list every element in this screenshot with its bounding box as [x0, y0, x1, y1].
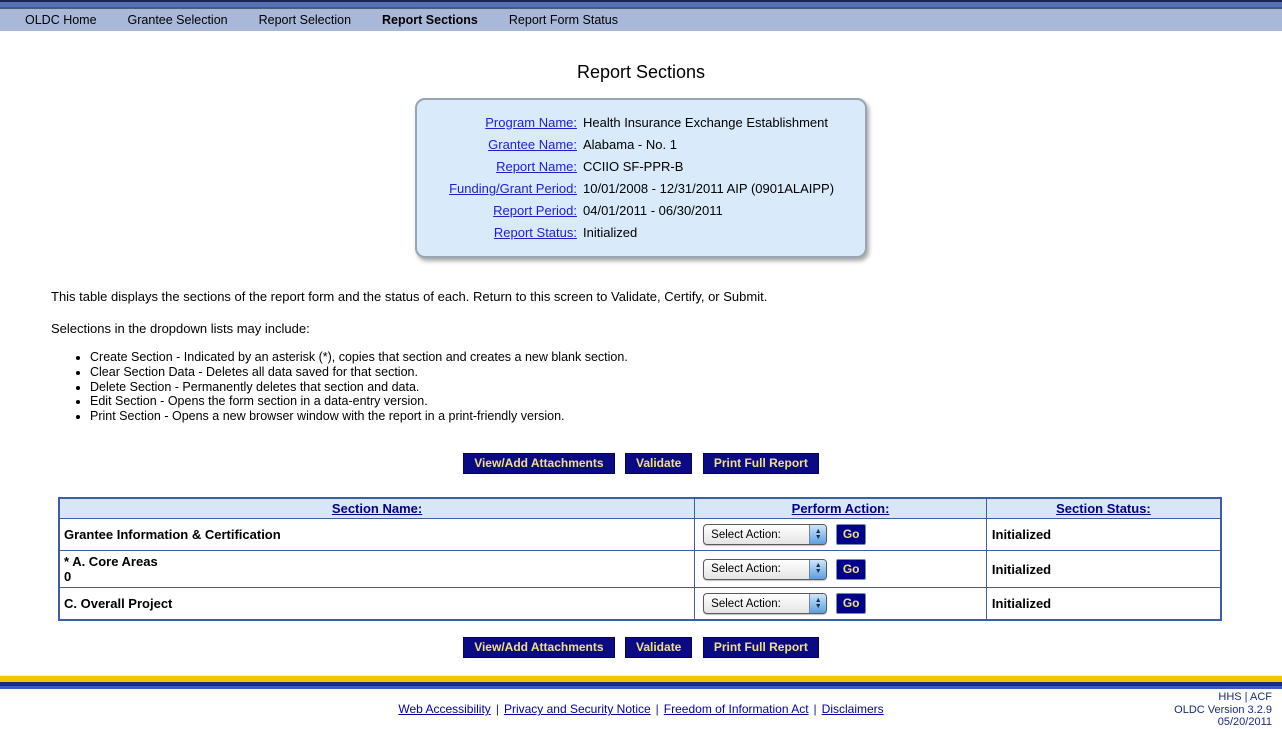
select-action-dropdown[interactable] [703, 593, 827, 614]
view-add-attachments-button[interactable]: View/Add Attachments [463, 637, 614, 658]
foia-link[interactable]: Freedom of Information Act [663, 702, 809, 717]
go-button[interactable]: Go [836, 559, 866, 580]
info-row-grantee [425, 134, 855, 156]
footer-separator: | [655, 702, 659, 717]
view-add-attachments-button[interactable]: View/Add Attachments [463, 453, 614, 474]
report-period-link[interactable]: Report Period: [493, 203, 577, 218]
footer-stripe-band [0, 675, 1282, 689]
select-action-label: Select Action: [711, 528, 781, 541]
section-status-cell: Initialized [986, 519, 1221, 551]
web-accessibility-link[interactable]: Web Accessibility [398, 702, 491, 717]
select-action-label: Select Action: [711, 563, 781, 576]
section-status-sort-link[interactable]: Section Status: [1056, 501, 1151, 517]
report-period-value: 04/01/2011 - 06/30/2011 [583, 203, 723, 218]
section-sub-text: 0 [64, 569, 72, 585]
report-status-value: Initialized [583, 225, 638, 240]
perform-action-sort-link[interactable]: Perform Action: [791, 501, 890, 517]
report-name-link[interactable]: Report Name: [496, 159, 577, 174]
footer-version: OLDC Version 3.2.9 [1174, 703, 1272, 716]
report-info-box [415, 98, 867, 258]
validate-button[interactable]: Validate [625, 637, 692, 658]
table-row [59, 588, 1221, 621]
info-row-report [425, 156, 855, 178]
program-name-link[interactable]: Program Name: [485, 115, 577, 130]
table-row [59, 519, 1221, 551]
header-section-name [59, 498, 695, 519]
section-name-text: Grantee Information & Certification [64, 527, 281, 543]
nav-grantee-selection[interactable]: Grantee Selection [127, 13, 228, 27]
footer-date: 05/20/2011 [1217, 716, 1272, 729]
nav-report-sections[interactable]: Report Sections [382, 13, 478, 27]
footer-agency: HHS | ACF [1218, 691, 1272, 704]
footer-version-block [1174, 691, 1272, 729]
page-title: Report Sections [576, 62, 706, 82]
footer-separator: | [495, 702, 499, 717]
section-status-cell: Initialized [986, 551, 1221, 588]
go-button[interactable]: Go [836, 524, 866, 545]
dropdown-stepper-icon: ▲ ▼ [809, 525, 826, 544]
grantee-name-link[interactable]: Grantee Name: [488, 137, 577, 152]
footer-separator: | [813, 702, 817, 717]
perform-action-cell [695, 551, 987, 588]
option-print-section: • Print Section - Opens a new browser window with the report in a print-friendly version. [90, 409, 1282, 424]
dropdown-stepper-icon: ▲ ▼ [809, 560, 826, 579]
action-buttons-bottom [0, 637, 1282, 658]
action-buttons-top [0, 453, 1282, 474]
section-name-cell [59, 588, 695, 621]
funding-grant-period-link[interactable]: Funding/Grant Period: [449, 181, 577, 196]
header-section-status [986, 498, 1221, 519]
validate-button[interactable]: Validate [625, 453, 692, 474]
print-full-report-button[interactable]: Print Full Report [703, 637, 819, 658]
program-name-value: Health Insurance Exchange Establishment [583, 115, 828, 130]
section-name-text: C. Overall Project [64, 596, 173, 612]
info-row-report-status [425, 222, 855, 244]
option-delete-section: • Delete Section - Permanently deletes that section and data. [90, 380, 1282, 395]
option-create-section: • Create Section - Indicated by an asterisk (*), copies that section and creates a new blank section. [90, 350, 1282, 365]
sections-table [58, 497, 1222, 622]
privacy-security-link[interactable]: Privacy and Security Notice [503, 702, 651, 717]
print-full-report-button[interactable]: Print Full Report [703, 453, 819, 474]
funding-grant-period-value: 10/01/2008 - 12/31/2011 AIP (0901ALAIPP) [583, 181, 835, 196]
perform-action-cell [695, 588, 987, 621]
info-row-funding-period [425, 178, 855, 200]
footer [0, 689, 1282, 729]
option-edit-section: • Edit Section - Opens the form section in a data-entry version. [90, 394, 1282, 409]
section-name-text: * A. Core Areas [64, 554, 158, 570]
nav-report-form-status[interactable]: Report Form Status [508, 13, 618, 27]
select-action-dropdown[interactable] [703, 524, 827, 545]
select-action-label: Select Action: [711, 597, 781, 610]
go-button[interactable]: Go [836, 593, 866, 614]
report-name-value: CCIIO SF-PPR-B [583, 159, 684, 174]
info-row-program [425, 112, 855, 134]
disclaimers-link[interactable]: Disclaimers [821, 702, 884, 717]
select-action-dropdown[interactable] [703, 559, 827, 580]
section-name-cell [59, 551, 695, 588]
perform-action-cell [695, 519, 987, 551]
header-perform-action [695, 498, 987, 519]
top-nav [0, 9, 1282, 31]
dropdown-options-list [90, 350, 1282, 424]
report-status-link[interactable]: Report Status: [493, 225, 577, 240]
footer-links [0, 689, 1282, 716]
option-clear-section-data: • Clear Section Data - Deletes all data saved for that section. [90, 365, 1282, 380]
nav-oldc-home[interactable]: OLDC Home [25, 13, 97, 27]
table-row [59, 551, 1221, 588]
nav-report-selection[interactable]: Report Selection [258, 13, 352, 27]
intro-text: This table displays the sections of the report form and the status of each. Return to this screen to Validate, Certify, or Submit. [51, 289, 768, 304]
info-row-report-period [425, 200, 855, 222]
dropdown-options-intro: Selections in the dropdown lists may include: [51, 321, 310, 336]
dropdown-stepper-icon: ▲ ▼ [809, 594, 826, 613]
section-name-sort-link[interactable]: Section Name: [331, 501, 423, 517]
section-name-cell [59, 519, 695, 551]
section-status-cell: Initialized [986, 588, 1221, 621]
table-header-row [59, 498, 1221, 519]
grantee-name-value: Alabama - No. 1 [583, 137, 677, 152]
